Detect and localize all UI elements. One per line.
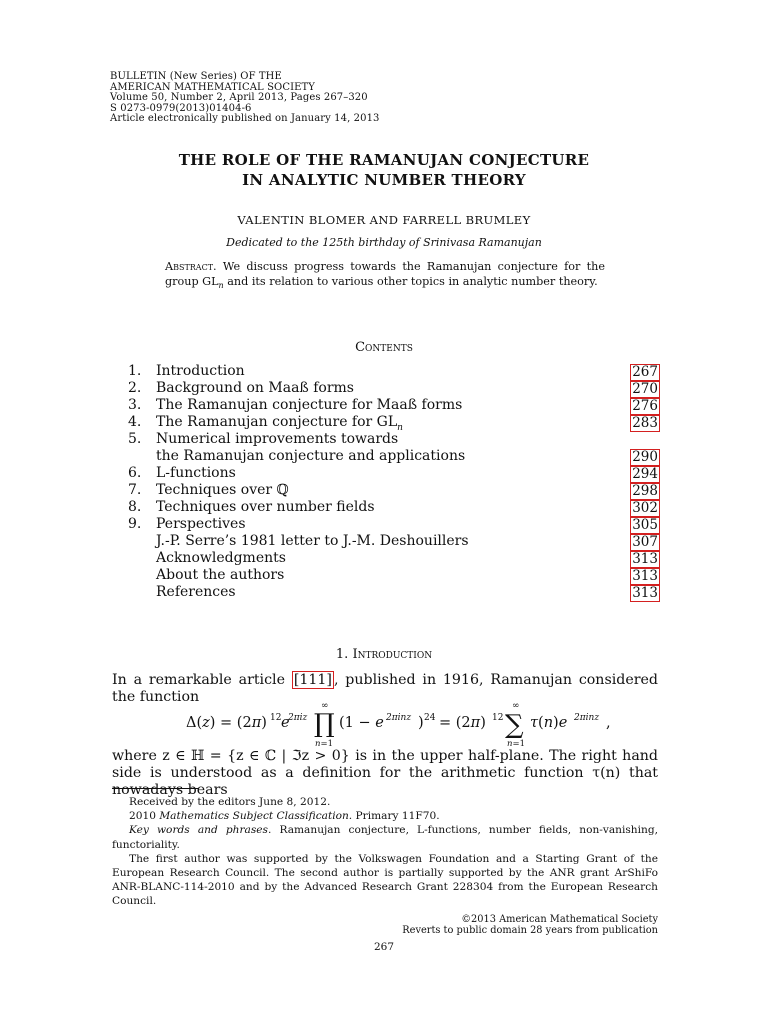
svg-text:τ(n)e: τ(n)e	[530, 715, 568, 731]
delta-equation	[112, 700, 658, 750]
svg-text:∑: ∑	[505, 710, 524, 740]
intro-paragraph-2: where z ∈ ℍ = {z ∈ ℂ | ℑz > 0} is in the upper half-plane. The right hand side is understood as a definition for the arithmetic function τ(n) that nowadays bears	[112, 748, 658, 798]
toc-entry-label: References	[156, 584, 236, 600]
publication-date: Article electronically published on January 14, 2013	[110, 113, 380, 125]
toc-entry-number: 6.	[128, 465, 142, 481]
toc-page-link[interactable]: 302	[632, 500, 658, 516]
title-line-2: IN ANALYTIC NUMBER THEORY	[242, 171, 526, 189]
toc-entry-label: L-functions	[156, 465, 236, 481]
msc-classification	[112, 809, 658, 823]
svg-text:,: ,	[606, 715, 611, 731]
toc-page-link[interactable]: 298	[632, 483, 658, 499]
svg-text:Δ(z) = (2π): Δ(z) = (2π)	[186, 715, 267, 731]
toc-entry[interactable]	[128, 397, 660, 414]
toc-page-link[interactable]: 276	[632, 398, 658, 414]
funding-note: The first author was supported by the Volkswagen Foundation and a Starting Grant of the European Research Council. The second author is partially supported by the ANR grant ArShiFo ANR-BLANC-114-2010 and by the Advanced Research Grant 228304 from the European Research Council.	[112, 852, 658, 908]
abstract-subscript: n	[218, 281, 224, 291]
svg-text:12: 12	[270, 713, 282, 723]
toc-entry-number: 3.	[128, 397, 142, 413]
toc-entry[interactable]	[128, 482, 660, 499]
toc-entry-label: Acknowledgments	[156, 550, 286, 566]
authors: VALENTIN BLOMER AND FARRELL BRUMLEY	[237, 213, 531, 227]
abstract-label: Abstract.	[165, 260, 217, 273]
journal-name-line1: BULLETIN (New Series) OF THE	[110, 71, 282, 82]
toc-entry-number: 2.	[128, 380, 142, 396]
toc-entry-number: 8.	[128, 499, 142, 515]
equation-graphic	[112, 700, 658, 750]
toc-entry-label: Background on Maaß forms	[156, 380, 354, 396]
toc-page-link[interactable]: 283	[632, 415, 658, 431]
toc-entry-number: 4.	[128, 414, 142, 430]
dedication: Dedicated to the 125th birthday of Srinivasa Ramanujan	[226, 236, 542, 249]
toc-page-link[interactable]: 267	[632, 364, 658, 380]
toc-entry[interactable]	[128, 448, 660, 465]
svg-text:e: e	[281, 715, 290, 731]
toc-entry-label: Numerical improvements towards	[156, 431, 399, 447]
toc-page-link[interactable]: 290	[632, 449, 658, 465]
toc-page-link[interactable]: 313	[632, 585, 658, 601]
toc-entry-label: Introduction	[156, 363, 245, 379]
toc-entry-label: The Ramanujan conjecture for Maaß forms	[156, 397, 463, 413]
toc-entry-label: Techniques over number fields	[156, 499, 375, 515]
toc-entry-subscript: n	[397, 422, 403, 433]
contents-heading: Contents	[355, 340, 413, 355]
footnote-rule	[112, 788, 198, 789]
intro-text-before-ref: In a remarkable article	[112, 672, 292, 688]
svg-text:2πinz: 2πinz	[574, 713, 600, 723]
toc-entry[interactable]	[128, 465, 660, 482]
toc-entry[interactable]	[128, 584, 660, 601]
toc-page-link[interactable]: 313	[632, 551, 658, 567]
toc-entry-number: 1.	[128, 363, 142, 379]
journal-name-line2: AMERICAN MATHEMATICAL SOCIETY	[110, 81, 315, 93]
svg-text:24: 24	[424, 713, 436, 723]
svg-text:(1 − e: (1 − e	[339, 715, 384, 731]
received-date: Received by the editors June 8, 2012.	[129, 796, 331, 808]
toc-page-link[interactable]: 270	[632, 381, 658, 397]
keywords-value: Ramanujan conjecture, L-functions, number fields, non-vanishing, functoriality.	[112, 824, 658, 851]
keywords-label: Key words and phrases.	[129, 824, 272, 837]
toc-entry-label: The Ramanujan conjecture for GL	[156, 414, 398, 430]
toc-entry[interactable]	[128, 431, 660, 448]
toc-page-link[interactable]: 313	[632, 568, 658, 584]
svg-text:12: 12	[492, 713, 504, 723]
abstract-text-2: and its relation to various other topics in analytic number theory.	[223, 275, 598, 288]
footnotes	[112, 795, 658, 909]
svg-text:∞: ∞	[512, 701, 520, 711]
toc-entry[interactable]	[128, 414, 660, 431]
toc-entry-number: 5.	[128, 431, 142, 447]
title-line-1: THE ROLE OF THE RAMANUJAN CONJECTURE	[178, 151, 590, 169]
toc-entry[interactable]	[128, 533, 660, 550]
toc-entry[interactable]	[128, 516, 660, 533]
toc-page-link[interactable]: 305	[632, 517, 658, 533]
svg-text:n=1: n=1	[507, 739, 526, 749]
copyright-line-1: ©2013 American Mathematical Society	[461, 914, 658, 925]
svg-text:∞: ∞	[321, 701, 329, 711]
svg-text:2πiz: 2πiz	[288, 713, 308, 723]
toc-entry[interactable]	[128, 567, 660, 584]
table-of-contents	[128, 363, 660, 601]
svg-text:∏: ∏	[314, 709, 335, 739]
toc-entry[interactable]	[128, 363, 660, 380]
msc-value: Primary 11F70.	[352, 810, 440, 823]
toc-entry[interactable]	[128, 380, 660, 397]
toc-entry-label: About the authors	[156, 567, 285, 583]
intro-text-after-ref: , published in 1916, Ramanujan considered the function	[112, 672, 658, 705]
toc-entry[interactable]	[128, 499, 660, 516]
copyright-notice	[402, 914, 658, 936]
toc-page-link[interactable]: 307	[632, 534, 658, 550]
msc-label: Mathematics Subject Classification.	[159, 810, 353, 823]
toc-entry-number: 9.	[128, 516, 142, 532]
citation-link-111[interactable]: [111]	[293, 672, 332, 688]
section-title: Introduction	[352, 647, 433, 662]
toc-entry-number: 7.	[128, 482, 142, 498]
msc-prefix: 2010	[129, 810, 160, 823]
toc-entry-label: Techniques over ℚ	[156, 482, 289, 498]
toc-entry-label: J.-P. Serre’s 1981 letter to J.-M. Deshouillers	[156, 533, 469, 549]
volume-info: Volume 50, Number 2, April 2013, Pages 267–320	[110, 92, 368, 104]
paper-title	[0, 150, 768, 190]
abstract-text-1: We discuss progress towards the Ramanujan conjecture for the group GL	[165, 260, 605, 288]
toc-entry-label: Perspectives	[156, 516, 246, 532]
svg-text:2πinz: 2πinz	[386, 713, 412, 723]
issn-info: S 0273-0979(2013)01404-6	[110, 102, 252, 114]
toc-page-link[interactable]: 294	[632, 466, 658, 482]
svg-text:n=1: n=1	[315, 739, 334, 749]
journal-header	[110, 72, 380, 125]
keywords	[112, 823, 658, 851]
page-number: 267	[373, 941, 395, 953]
section-heading	[0, 647, 768, 662]
svg-text:= (2π): = (2π)	[439, 715, 486, 731]
section-number: 1.	[335, 647, 349, 662]
toc-entry-label: the Ramanujan conjecture and applications	[156, 448, 466, 464]
abstract	[165, 259, 605, 293]
copyright-line-2: Reverts to public domain 28 years from publication	[402, 925, 658, 936]
toc-entry[interactable]	[128, 550, 660, 567]
svg-text:): )	[418, 715, 424, 731]
